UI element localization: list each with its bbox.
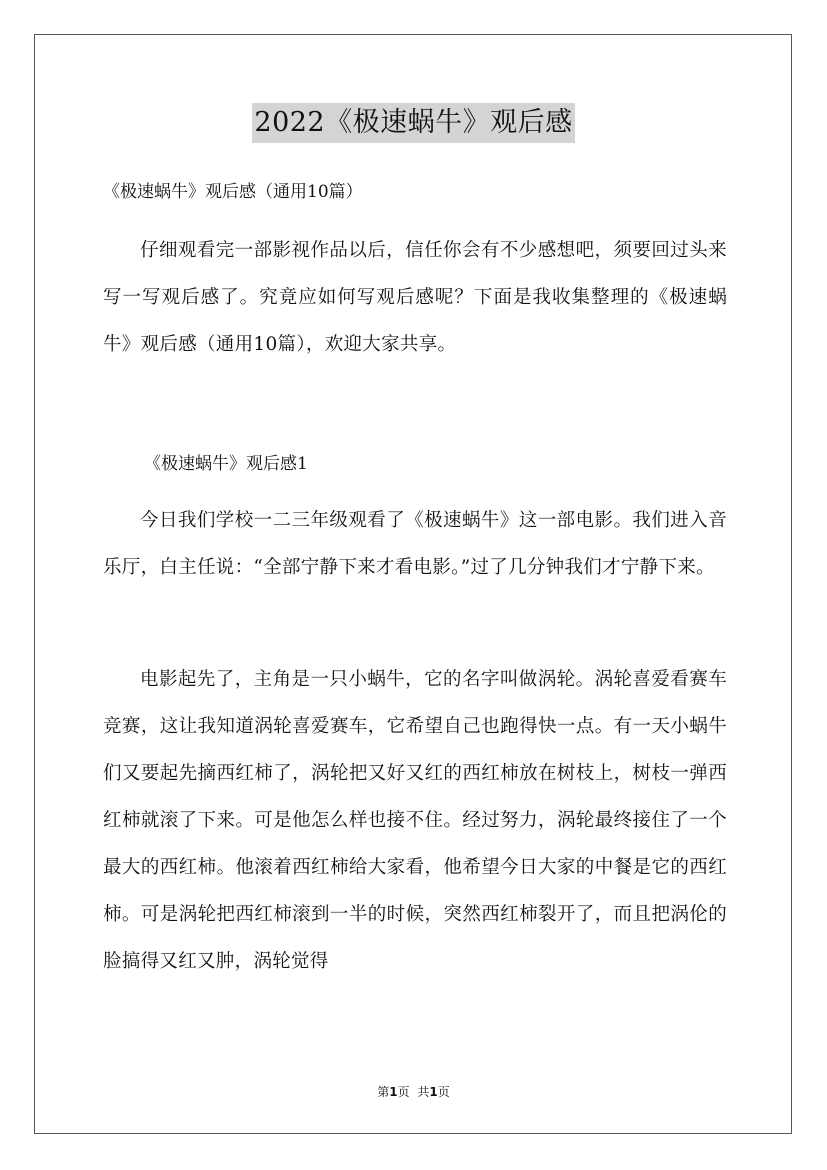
page-footer xyxy=(0,1083,827,1101)
total-prefix: 共 xyxy=(417,1085,430,1099)
page-suffix: 页 xyxy=(397,1085,410,1099)
total-suffix: 页 xyxy=(437,1085,450,1099)
page-total: 1 xyxy=(429,1085,438,1099)
page-current: 1 xyxy=(389,1085,398,1099)
title-container xyxy=(0,103,827,143)
page-title: 2022《极速蜗牛》观后感 xyxy=(252,103,574,143)
body-paragraph: 今日我们学校一二三年级观看了《极速蜗牛》这一部电影。我们进入音乐厅，白主任说：“全部宁静下来才看电影。”过了几分钟我们才宁静下来。 xyxy=(103,510,727,578)
intro-paragraph: 仔细观看完一部影视作品以后，信任你会有不少感想吧，须要回过头来写一写观后感了。究竟应如何写观后感呢？下面是我收集整理的《极速蜗牛》观后感（通用10篇），欢迎大家共享。 xyxy=(103,240,727,355)
page-prefix: 第 xyxy=(377,1085,390,1099)
document-subtitle: 《极速蜗牛》观后感（通用10篇） xyxy=(103,182,363,202)
body-paragraph: 电影起先了，主角是一只小蜗牛，它的名字叫做涡轮。涡轮喜爱看赛车竞赛，这让我知道涡轮喜爱赛车，它希望自己也跑得快一点。有一天小蜗牛们又要起先摘西红柿了，涡轮把又好又红的西红柿放在树枝上，树枝一弹西红柿就滚了下来。可是他怎么样也接不住。经过努力，涡轮最终接住了一个最大的西红柿。他滚着西红柿给大家看，他希望今日大家的中餐是它的西红柿。可是涡轮把西红柿滚到一半的时候，突然西红柿裂开了，而且把涡伦的脸搞得又红又肿，涡轮觉得 xyxy=(103,669,727,972)
section-heading: 《极速蜗牛》观后感1 xyxy=(144,454,308,474)
